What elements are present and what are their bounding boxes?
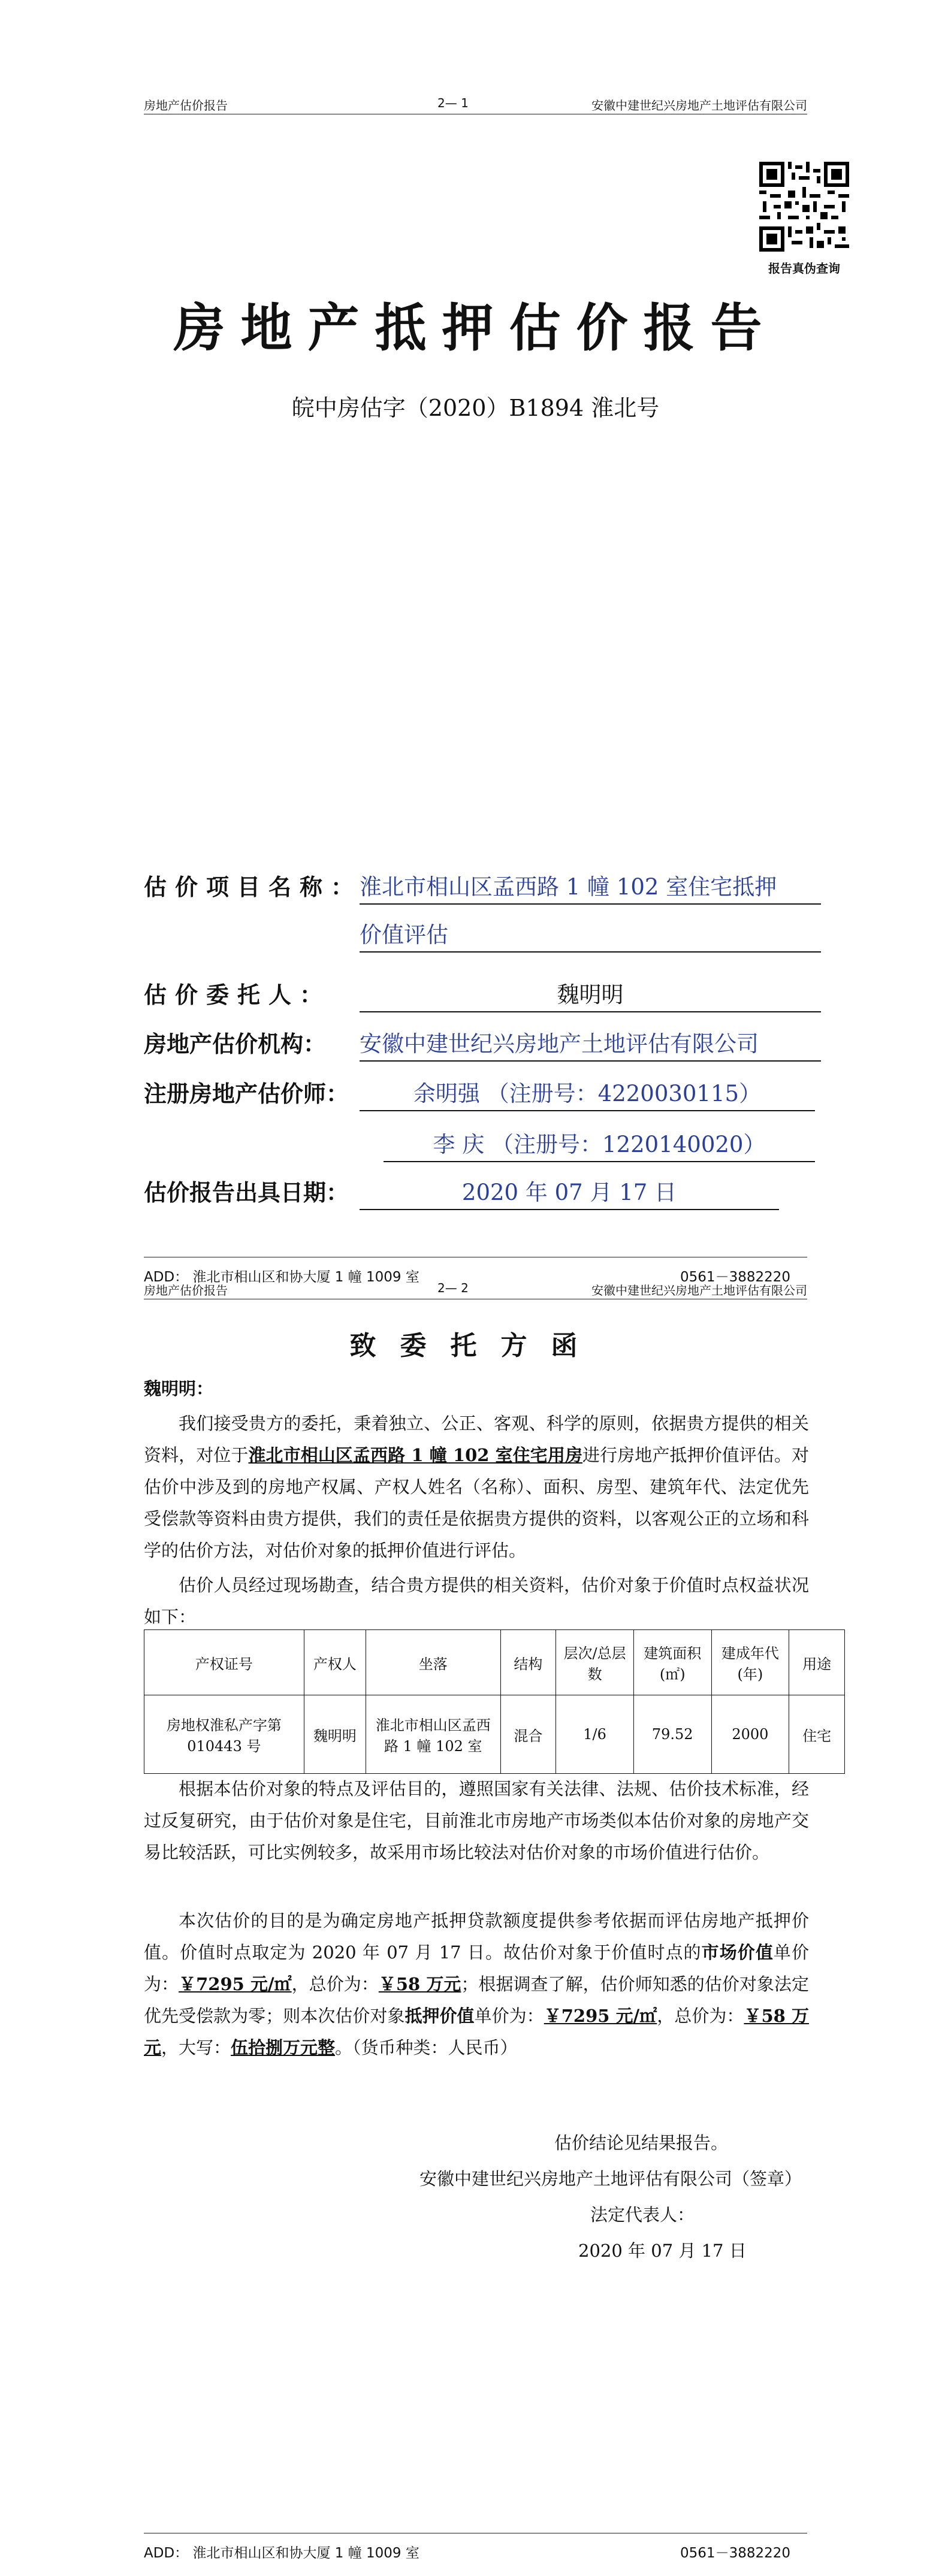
cell-location: 淮北市相山区孟西路 1 幢 102 室: [366, 1695, 500, 1774]
report-number: 皖中房估字（2020）B1894 淮北号: [291, 395, 660, 421]
col-structure: 结构: [500, 1630, 556, 1695]
col-cert-no: 产权证号: [144, 1630, 304, 1695]
company-signature: 安徽中建世纪兴房地产土地评估有限公司（签章）: [419, 2169, 802, 2189]
col-usage: 用途: [789, 1630, 845, 1695]
header-right: 安徽中建世纪兴房地产土地评估有限公司: [591, 98, 807, 113]
col-year: 建成年代(年): [711, 1630, 789, 1695]
cell-floors: 1/6: [556, 1695, 634, 1774]
header-page-number: 2— 2: [437, 1281, 469, 1295]
property-table: [144, 1629, 845, 1774]
page-header: [144, 96, 807, 114]
appraiser-label: 注册房地产估价师：: [144, 1081, 349, 1107]
header-page-number: 2— 1: [437, 96, 469, 110]
table-header-row: [144, 1630, 845, 1695]
header-left: 房地产估价报告: [144, 1283, 228, 1298]
paragraph-1: 我们接受贵方的委托，秉着独立、公正、客观、科学的原则，依据贵方提供的相关资料，对位于淮北市相山区孟西路 1 幢 102 室住宅用房进行房地产抵押价值评估。对估价中涉及到的房地产权属、产权人姓名（名称）、面积、房型、建筑年代、法定优先受偿款等资料由贵方提供，我们的责任是依据贵方提供的资料，以客观公正的立场和科学的估价方法，对估价对象的抵押价值进行评估。: [144, 1413, 809, 1561]
appraiser-1: 余明强 （注册号：4220030115）: [360, 1075, 815, 1111]
client-label: 估价委托人：: [144, 982, 331, 1008]
col-location: 坐落: [366, 1630, 500, 1695]
qr-code-icon[interactable]: [759, 162, 849, 252]
salutation: 魏明明：: [144, 1378, 214, 1399]
legal-representative: 法定代表人：: [590, 2205, 695, 2225]
col-floors: 层次/总层数: [556, 1630, 634, 1695]
page-header-2: [144, 1281, 807, 1299]
paragraph-4: 本次估价的目的是为确定房地产抵押贷款额度提供参考依据而评估房地产抵押价值。价值时点取定为 2020 年 07 月 17 日。故估价对象于价值时点的市场价值单价为：￥7295 元/㎡，总价为：￥58 万元；根据调查了解，估价师知悉的估价对象法定优先受偿款为零；则本次估价对象抵押价值单价为：￥7295 元/㎡，总价为：￥58 万元，大写：伍拾捌万元整。（货币种类：人民币）: [144, 1910, 809, 2058]
footer-address: ADD： 淮北市相山区和协大厦 1 幢 1009 室: [144, 2545, 419, 2561]
letter-date: 2020 年 07 月 17 日: [578, 2241, 747, 2261]
footer-address: ADD： 淮北市相山区和协大厦 1 幢 1009 室: [144, 1269, 419, 1285]
org-label: 房地产估价机构：: [144, 1031, 327, 1057]
date-label: 估价报告出具日期：: [144, 1180, 349, 1206]
appraiser-2: 李 庆 （注册号：1220140020）: [384, 1126, 815, 1162]
footer-phone: 0561－3882220: [680, 2545, 790, 2561]
cell-owner: 魏明明: [304, 1695, 366, 1774]
paragraph-2: 估价人员经过现场勘查，结合贵方提供的相关资料，估价对象于价值时点权益状况如下：: [144, 1575, 809, 1627]
project-name-line2: 价值评估: [360, 917, 821, 953]
project-name-label: 估价项目名称：: [144, 874, 363, 900]
col-area: 建筑面积(㎡): [633, 1630, 711, 1695]
qr-caption: 报告真伪查询: [768, 261, 840, 276]
footer-phone: 0561－3882220: [680, 1269, 790, 1285]
header-left: 房地产估价报告: [144, 98, 228, 113]
report-title: 房地产抵押估价报告: [173, 298, 778, 358]
paragraph-3: 根据本估价对象的特点及评估目的，遵照国家有关法律、法规、估价技术标准，经过反复研究，由于估价对象是住宅，目前淮北市房地产市场类似本估价对象的房地产交易比较活跃，可比实例较多，故采用市场比较法对估价对象的市场价值进行估价。: [144, 1779, 809, 1863]
cell-area: 79.52: [633, 1695, 711, 1774]
cell-cert-no: 房地权淮私产字第 010443 号: [144, 1695, 304, 1774]
page-footer-2: [144, 2533, 807, 2562]
project-name-line1: 淮北市相山区孟西路 1 幢 102 室住宅抵押: [360, 869, 821, 905]
letter-title: 致委托方函: [349, 1331, 602, 1361]
cell-structure: 混合: [500, 1695, 556, 1774]
cell-usage: 住宅: [789, 1695, 845, 1774]
table-row: [144, 1695, 845, 1774]
org-value: 安徽中建世纪兴房地产土地评估有限公司: [360, 1026, 821, 1062]
conclusion-note: 估价结论见结果报告。: [554, 2133, 729, 2153]
date-value: 2020 年 07 月 17 日: [360, 1174, 779, 1210]
cell-year: 2000: [711, 1695, 789, 1774]
client-value: 魏明明: [360, 976, 821, 1012]
col-owner: 产权人: [304, 1630, 366, 1695]
header-right: 安徽中建世纪兴房地产土地评估有限公司: [591, 1283, 807, 1298]
